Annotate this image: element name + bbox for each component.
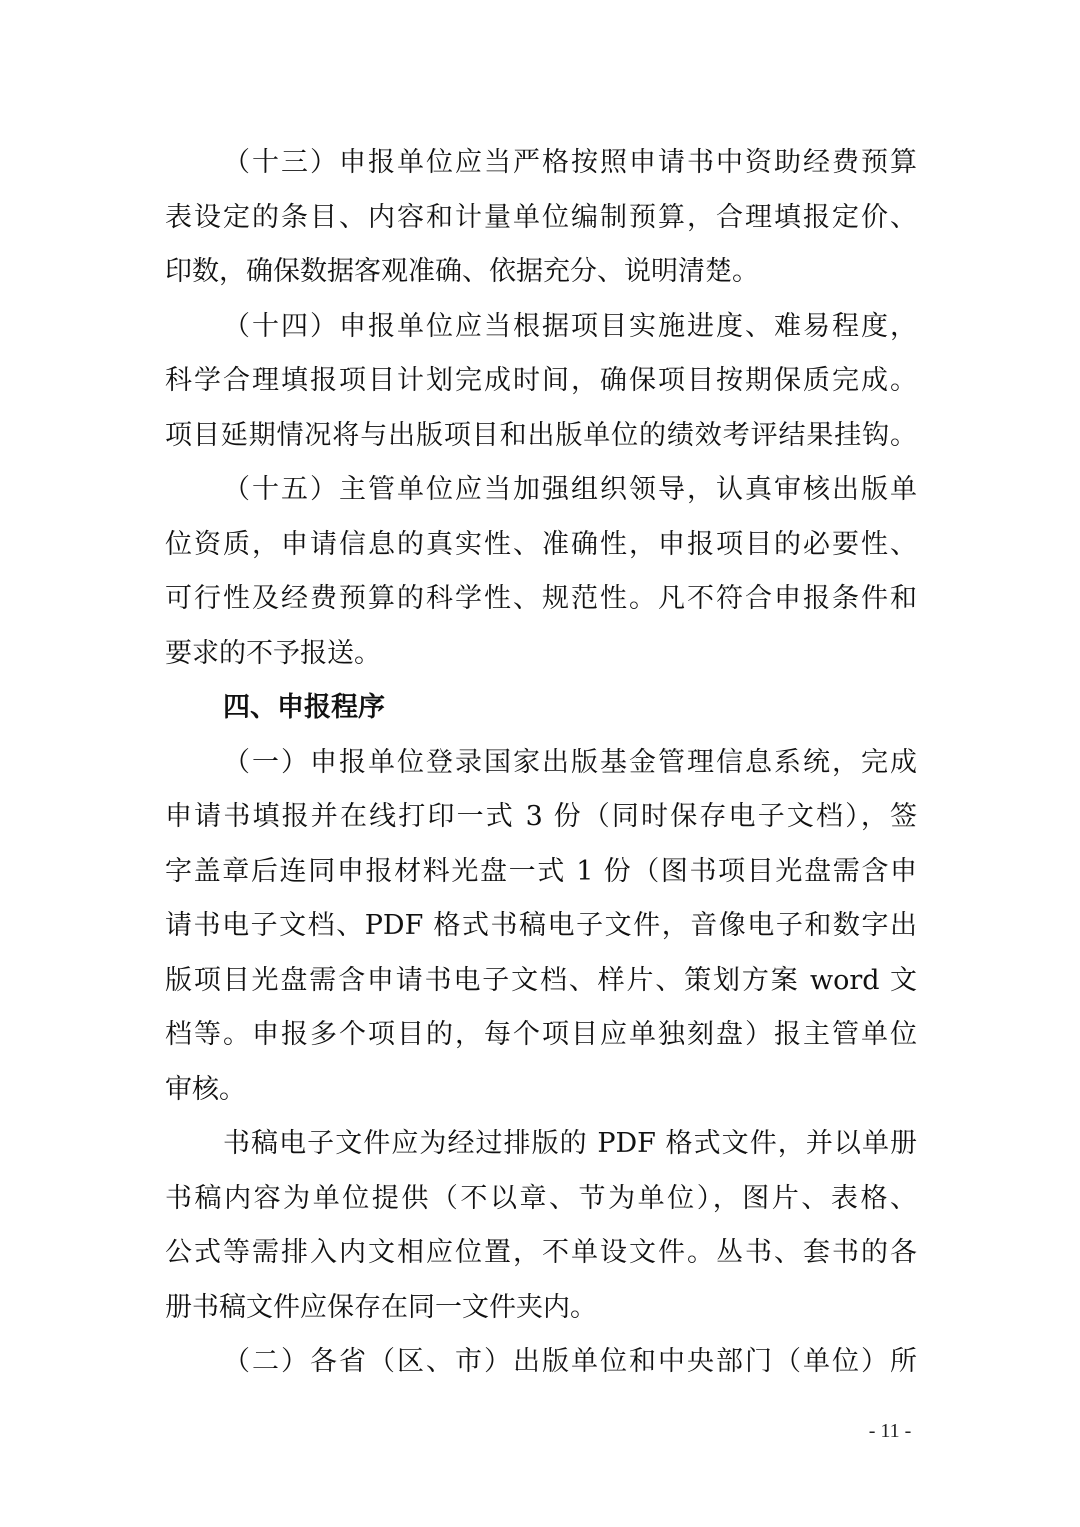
procedure-2-line-1: （二）各省（区、市）出版单位和中央部门（单位）所 [223,1346,917,1377]
procedure-1-line-2: 申请书填报并在线打印一式 3 份（同时保存电子文档），签 [165,801,917,832]
section-heading: 四、申报程序 [223,692,385,723]
manuscript-line-3: 公式等需排入内文相应位置，不单设文件。丛书、套书的各 [165,1237,917,1268]
paragraph-15-line-1: （十五）主管单位应当加强组织领导，认真审核出版单 [223,474,917,505]
paragraph-15-line-3: 可行性及经费预算的科学性、规范性。凡不符合申报条件和 [165,583,917,614]
paragraph-14-line-3: 项目延期情况将与出版项目和出版单位的绩效考评结果挂钩。 [165,419,917,451]
procedure-1-line-3: 字盖章后连同申报材料光盘一式 1 份（图书项目光盘需含申 [165,855,917,887]
page-number: - 11 - [868,1420,912,1442]
paragraph-13-line-3: 印数，确保数据客观准确、依据充分、说明清楚。 [165,256,759,287]
manuscript-line-1: 书稿电子文件应为经过排版的 PDF 格式文件，并以单册 [223,1128,917,1159]
paragraph-15-line-2: 位资质，申请信息的真实性、准确性，申报项目的必要性、 [165,528,917,560]
document-body [165,136,917,1390]
manuscript-line-4: 册书稿文件应保存在同一文件夹内。 [165,1291,597,1323]
procedure-1-line-4: 请书电子文档、PDF 格式书稿电子文件，音像电子和数字出 [165,910,917,941]
paragraph-14-line-1: （十四）申报单位应当根据项目实施进度、难易程度， [223,310,917,342]
procedure-1-line-6: 档等。申报多个项目的，每个项目应单独刻盘）报主管单位 [165,1019,917,1050]
paragraph-13-line-1: （十三）申报单位应当严格按照申请书中资助经费预算 [223,147,917,178]
procedure-1-line-7: 审核。 [165,1073,246,1105]
paragraph-15-line-4: 要求的不予报送。 [165,637,381,669]
procedure-1-line-1: （一）申报单位登录国家出版基金管理信息系统，完成 [223,746,917,778]
manuscript-line-2: 书稿内容为单位提供（不以章、节为单位），图片、表格、 [165,1182,917,1214]
procedure-1-line-5: 版项目光盘需含申请书电子文档、样片、策划方案 word 文 [165,964,917,996]
paragraph-14-line-2: 科学合理填报项目计划完成时间，确保项目按期保质完成。 [165,365,917,396]
paragraph-13-line-2: 表设定的条目、内容和计量单位编制预算，合理填报定价、 [165,201,917,233]
